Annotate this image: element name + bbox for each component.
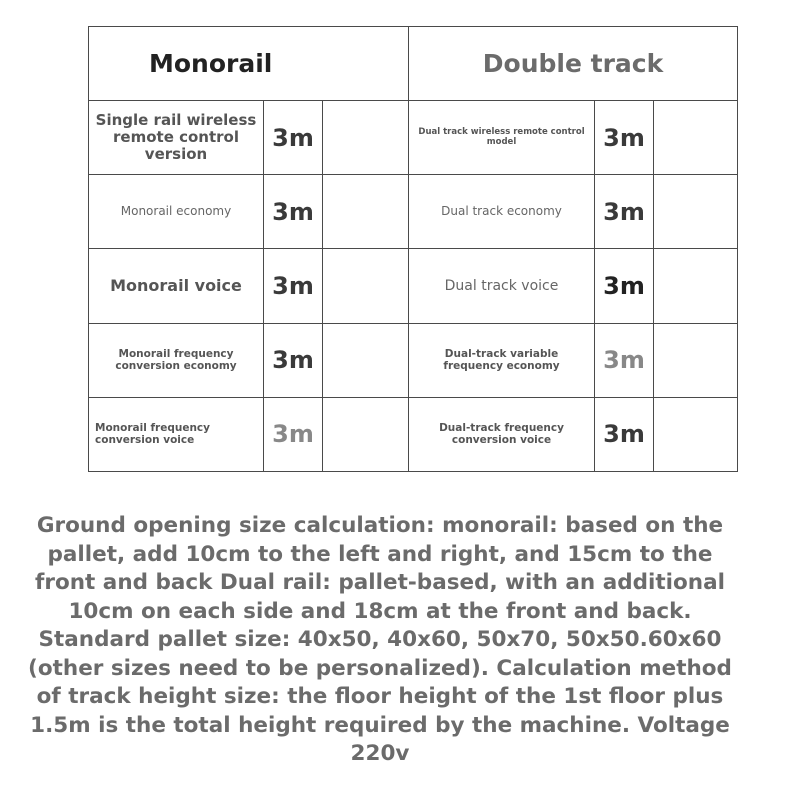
monorail-blank-cell (323, 323, 409, 397)
table-row (89, 249, 738, 323)
dual-model-cell: Dual track voice (409, 249, 595, 323)
dual-model-cell: Dual-track frequency conversion voice (409, 397, 595, 471)
spec-table (88, 26, 738, 472)
monorail-blank-cell (323, 101, 409, 175)
monorail-model-cell: Monorail economy (89, 175, 264, 249)
dual-size-cell: 3m (595, 249, 654, 323)
monorail-model-cell: Monorail voice (89, 249, 264, 323)
monorail-model-cell: Single rail wireless remote control version (89, 101, 264, 175)
monorail-size-cell: 3m (264, 101, 323, 175)
monorail-blank-cell (323, 397, 409, 471)
header-monorail: Monorail (89, 27, 409, 101)
table-row (89, 101, 738, 175)
dual-blank-cell (654, 101, 738, 175)
dual-size-cell: 3m (595, 323, 654, 397)
dual-size-cell: 3m (595, 101, 654, 175)
dual-model-cell: Dual track wireless remote control model (409, 101, 595, 175)
dual-blank-cell (654, 249, 738, 323)
monorail-blank-cell (323, 175, 409, 249)
dual-blank-cell (654, 175, 738, 249)
dual-model-cell: Dual track economy (409, 175, 595, 249)
monorail-size-cell: 3m (264, 175, 323, 249)
dual-size-cell: 3m (595, 397, 654, 471)
table-row (89, 397, 738, 471)
dual-blank-cell (654, 323, 738, 397)
calculation-note: Ground opening size calculation: monorail: based on the pallet, add 10cm to the left and right, and 15cm to the front and back Dual rail: pallet-based, with an additional 10cm on each side and 18cm at the front and back. Standard pallet size: 40x50, 40x60, 50x70, 50x50.60x60 (other sizes need to be personalized). Calculation method of track height size: the floor height of the 1st floor plus 1.5m is the total height required by the machine. Voltage 220v (28, 513, 732, 766)
monorail-model-cell: Monorail frequency conversion voice (89, 397, 264, 471)
table-header-row (89, 27, 738, 101)
dual-blank-cell (654, 397, 738, 471)
table-row (89, 175, 738, 249)
monorail-model-cell: Monorail frequency conversion economy (89, 323, 264, 397)
dual-size-cell: 3m (595, 175, 654, 249)
header-double-track: Double track (409, 27, 738, 101)
monorail-size-cell: 3m (264, 323, 323, 397)
monorail-size-cell: 3m (264, 249, 323, 323)
table-row (89, 323, 738, 397)
dual-model-cell: Dual-track variable frequency economy (409, 323, 595, 397)
monorail-blank-cell (323, 249, 409, 323)
monorail-size-cell: 3m (264, 397, 323, 471)
